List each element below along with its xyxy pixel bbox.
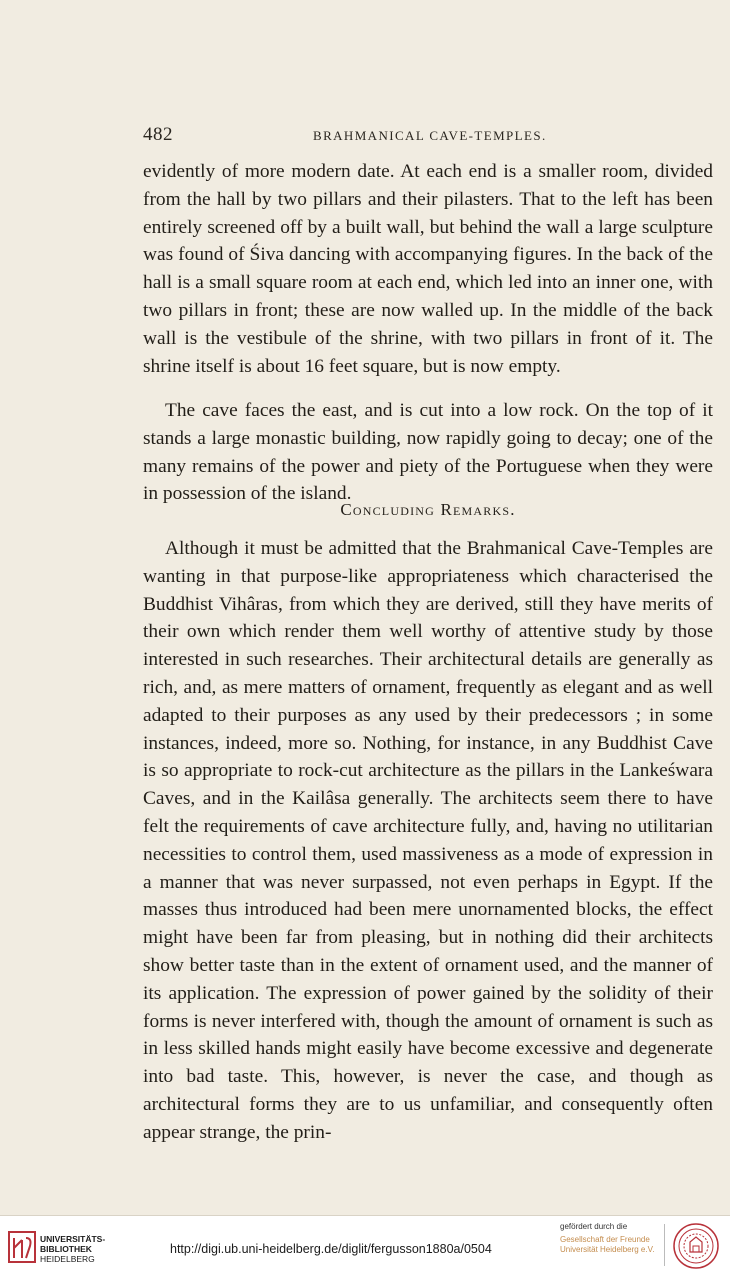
- paragraph-cave-location: [143, 397, 713, 505]
- sponsor-label: gefördert durch die: [560, 1222, 628, 1231]
- paragraph-text: The cave faces the east, and is cut into a low rock. On the top of it stands a large monastic building, now rapidly going to decay; one of the many remains of the power and piety of the Portuguese when they were in possession of the island.: [143, 400, 713, 505]
- sponsor-org-line: Universität Heidelberg e.V.: [560, 1245, 655, 1254]
- paragraph-text: evidently of more modern date. At each end is a smaller room, divided from the hall by two pillars and their pilasters. That to the left has been entirely screened off by a built wall, but behind the wall a large sculpture was found of Śiva dancing with accompanying figures. In the back of the hall is a small square room at each end, which led into an inner one, with two pillars in front; these are now walled up. In the middle of the back wall is the vestibule of the shrine, with two pillars in front of it. The shrine itself is about 16 feet square, but is now empty.: [143, 161, 713, 377]
- permalink-url[interactable]: http://digi.ub.uni-heidelberg.de/diglit/fergusson1880a/0504: [170, 1242, 492, 1256]
- running-title: BRAHMANICAL CAVE-TEMPLES.: [313, 128, 547, 143]
- library-name-line: BIBLIOTHEK: [40, 1244, 92, 1254]
- paragraph-text: Although it must be admitted that the Brahmanical Cave-Temples are wanting in that purpose-like appropriateness which characterised the Buddhist Vihâras, from which they are derived, still they have merits of their own which render them well worthy of attentive study by those interested in such researches. Their architectural details are generally as rich, and, as mere matters of ornament, frequently as elegant and as well adapted to their purposes as any used by their predecessors ; in some instances, indeed, more so. Nothing, for instance, in any Buddhist Cave is so appropriate to rock-cut architecture as the pillars in the Lankeśwara Caves, and in the Kailâsa generally. The architects seem there to have felt the requirements of cave architecture fully, and, having no utilitarian necessities to control them, used massiveness as a mode of expression in a manner that was never surpassed, not even perhaps in Egypt. If the masses thus introduced had been mere unornamented blocks, the effect might have been far from pleasing, but in nothing did their architects show better taste than in the extent of ornament used, and the manner of its application. The expression of power gained by the solidity of their forms is never interfered with, though the amount of ornament is such as in less skilled hands might easily have become excessive and degenerate into bad taste. This, however, is never the case, and though as architectural forms they are to us unfamiliar, and consequently often appear strange, the prin-: [143, 538, 713, 1143]
- university-library-logo-icon: [8, 1230, 36, 1264]
- library-name-line: UNIVERSITÄTS-: [40, 1234, 106, 1244]
- paragraph-concluding-remarks: [143, 535, 713, 1200]
- library-city: HEIDELBERG: [40, 1254, 95, 1264]
- university-seal-icon: [672, 1222, 720, 1270]
- sponsor-credit: [560, 1222, 660, 1255]
- page-number: 482: [143, 124, 173, 145]
- sponsor-org-line: Gesellschaft der Freunde: [560, 1235, 650, 1244]
- footer-divider: [664, 1224, 665, 1266]
- paragraph-cave-description: [143, 158, 713, 388]
- digitization-footer: [0, 1215, 730, 1273]
- running-head: [143, 124, 713, 146]
- section-heading: Concluding Remarks.: [340, 500, 516, 519]
- library-name: [40, 1234, 106, 1264]
